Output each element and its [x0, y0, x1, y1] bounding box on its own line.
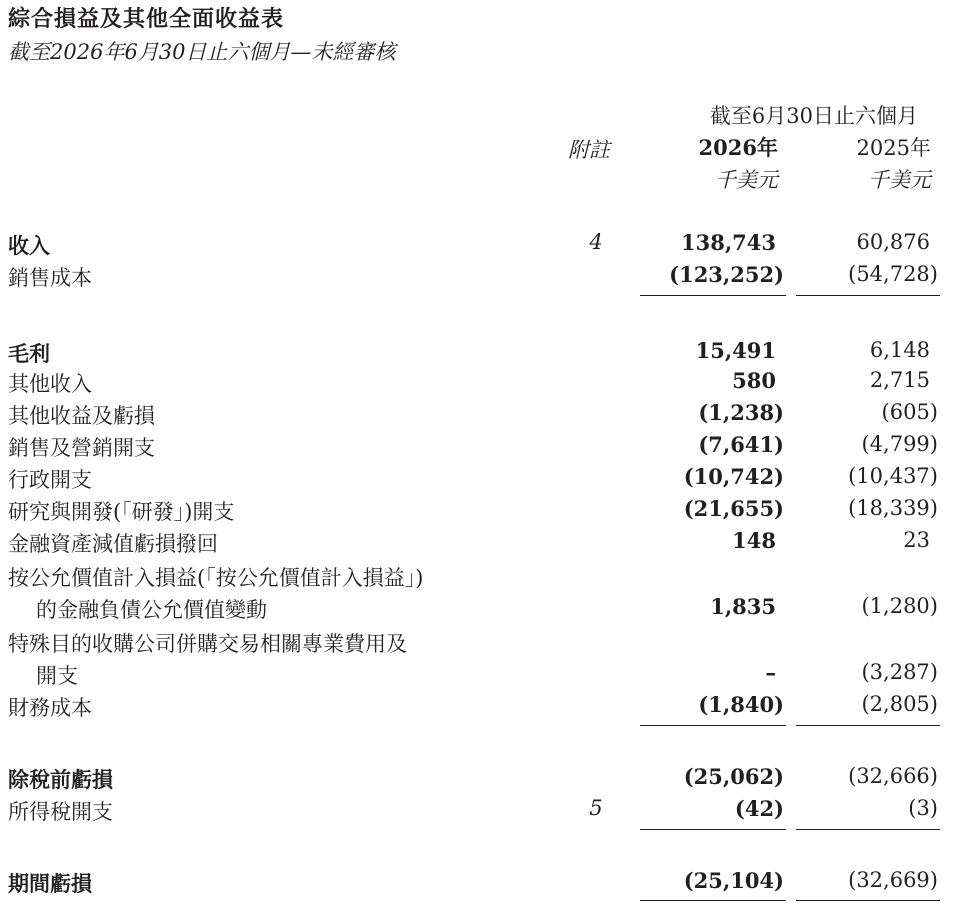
table-row	[0, 594, 960, 626]
subtotal-rule	[796, 295, 940, 296]
table-row	[0, 400, 960, 432]
value-2025: (18,339)	[848, 496, 938, 520]
statement-title: 綜合損益及其他全面收益表	[8, 7, 285, 32]
value-2026: (10,742)	[683, 464, 784, 489]
row-label: 毛利	[8, 342, 50, 366]
table-row	[0, 338, 960, 370]
year-2025-header: 2025年	[856, 136, 931, 160]
table-row	[0, 262, 960, 294]
subtotal-rule	[640, 829, 786, 830]
total-rule	[640, 900, 786, 901]
value-2026: (42)	[734, 796, 784, 821]
row-label: 其他收益及虧損	[8, 404, 155, 428]
row-label: 除稅前虧損	[8, 768, 113, 792]
row-label: 研究與開發(「研發」)開支	[8, 500, 235, 524]
value-2026: (21,655)	[683, 496, 784, 521]
row-label: 財務成本	[8, 696, 92, 720]
table-row	[0, 464, 960, 496]
subtotal-rule	[640, 295, 786, 296]
value-2025: (32,669)	[848, 868, 938, 892]
row-label: 金融資產減值虧損撥回	[8, 532, 218, 556]
row-label: 行政開支	[8, 468, 92, 492]
value-2025: (54,728)	[848, 262, 938, 286]
period-header: 截至6月30日止六個月	[709, 104, 918, 128]
value-2026: (25,062)	[683, 764, 784, 789]
value-2026: (25,104)	[683, 868, 784, 893]
value-2025: (3)	[908, 796, 938, 820]
row-label: 所得稅開支	[8, 800, 113, 824]
row-label: 期間虧損	[8, 872, 92, 896]
table-row	[0, 796, 960, 828]
total-rule	[796, 900, 940, 901]
value-2025: (4,799)	[861, 432, 938, 456]
table-row	[0, 692, 960, 724]
row-label: 的金融負債公允價值變動	[36, 598, 267, 622]
row-label: 開支	[36, 664, 78, 688]
table-row	[0, 528, 960, 560]
row-label: 銷售及營銷開支	[8, 436, 155, 460]
value-2025: (2,805)	[861, 692, 938, 716]
note-column-header: 附註	[568, 138, 610, 162]
row-note: 5	[589, 796, 603, 820]
value-2025: (10,437)	[848, 464, 938, 488]
subtotal-rule	[796, 725, 940, 726]
subtotal-rule	[640, 725, 786, 726]
table-row	[0, 628, 960, 660]
row-label: 銷售成本	[8, 266, 92, 290]
value-2026: 138,743	[681, 230, 776, 255]
value-2026: (1,840)	[698, 692, 784, 717]
unit-2025-header: 千美元	[868, 168, 931, 192]
value-2026: –	[765, 660, 776, 685]
table-row	[0, 368, 960, 400]
table-row	[0, 660, 960, 692]
value-2026: (123,252)	[669, 262, 784, 287]
unit-2026-header: 千美元	[715, 168, 778, 192]
value-2025: 6,148	[869, 338, 930, 362]
table-row	[0, 868, 960, 900]
value-2025: 2,715	[869, 368, 930, 392]
subtotal-rule	[796, 829, 940, 830]
value-2026: 580	[732, 368, 776, 393]
row-label: 特殊目的收購公司併購交易相關專業費用及	[8, 632, 407, 656]
table-row	[0, 764, 960, 796]
table-row	[0, 432, 960, 464]
statement-subtitle: 截至2026年6月30日止六個月—未經審核	[8, 40, 396, 64]
row-label: 按公允價值計入損益(「按公允價值計入損益」)	[8, 566, 424, 590]
year-2026-header: 2026年	[698, 135, 778, 160]
value-2025: (32,666)	[848, 764, 938, 788]
row-label: 收入	[8, 234, 50, 258]
value-2026: 1,835	[710, 594, 776, 619]
value-2025: (1,280)	[861, 594, 938, 618]
table-row	[0, 230, 960, 262]
value-2026: 15,491	[695, 338, 776, 363]
value-2026: (7,641)	[698, 432, 784, 457]
value-2026: (1,238)	[698, 400, 784, 425]
row-note: 4	[589, 230, 603, 254]
value-2025: (3,287)	[861, 660, 938, 684]
table-row	[0, 562, 960, 594]
value-2025: 60,876	[856, 230, 930, 254]
value-2025: 23	[903, 528, 930, 552]
row-label: 其他收入	[8, 372, 92, 396]
table-row	[0, 496, 960, 528]
value-2025: (605)	[881, 400, 938, 424]
value-2026: 148	[732, 528, 776, 553]
